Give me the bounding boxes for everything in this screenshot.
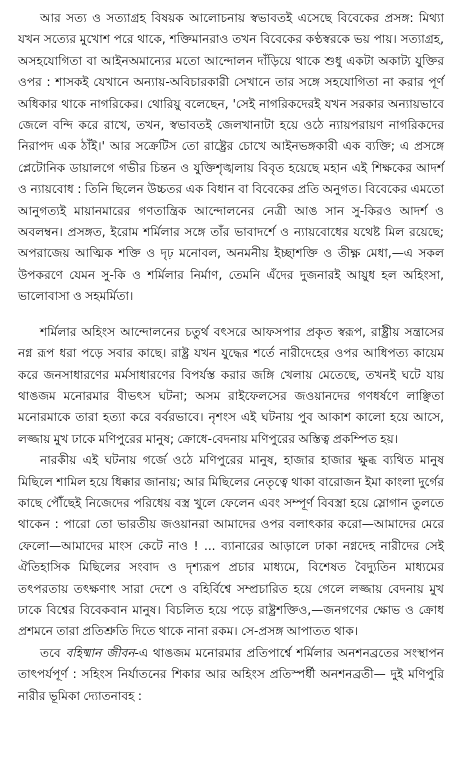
paragraph-conscience: আর সত্য ও সত্যাগ্রহ বিষয়ক আলোচনায় স্বভাবতই এসেছে বিবেকের প্রসঙ্গ: মিথ্যা যখন সত্যের মুখোশ পরে থাকে, শক্তিমানরাও তখন বিবেকের কণ্ঠস্বরকে ভয় পায়। সত্যাগ্রহ, অসহযোগিতা বা আইনঅমান্যের মতো আন্দোলন দাঁড়িয়ে থাকে শুধু একটা অকাট্য যুক্তির ওপর : শাসকই যেখানে অন্যায়-অবিচারকারী সেখানে তার সঙ্গে সহযোগিতা না করার পূর্ণ অধিকার থাকে নাগরিকের। থোরিয়ু বলেছেন, 'সেই নাগরিকদেরই যখন সরকার অন্যায়ভাবে জেলে বন্দি করে রাখে, তখন, স্বভাবতই জেলখানাটা হয়ে ওঠে ন্যায়পরায়ণ নাগরিকদের নিরাপদ এক ঠাঁই।' আর সক্রেটিস তো রাষ্ট্রের চোখে আইনভঙ্গকারী এক ব্যক্তি; এ প্রসঙ্গে প্লেটোনিক ডায়ালগে গভীর চিন্তন ও যুক্তিশৃঙ্খলায় বিবৃত হয়েছে মহান এই শিক্ষকের আদর্শ ও ন্যায়বোধ : তিনি ছিলেন উচ্চতর এক বিধান বা বিবেকের প্রতি অনুগত। বিবেকের এমতো আনুগত্যই মায়ানমারের গণতান্ত্রিক আন্দোলনের নেত্রী আঙ সান সু-কিরও আদর্শ ও অবলম্বন। প্রসঙ্গত, ইরোম শর্মিলার সঙ্গে তাঁর ভাবাদর্শে ও ন্যায়বোধের যথেষ্ট মিল রয়েছে; অপরাজেয় আত্মিক শক্তি ও দৃঢ় মনোবল, অনমনীয় ইচ্ছাশক্তি ও তীক্ষ্ণ মেধা,—এ সকল উপকরণে যেমন সু-কি ও শর্মিলার নির্মাণ, তেমনি এঁদের দুজনারই আয়ুধ হল অহিংসা, ভালোবাসা ও সহমর্মিতা। [18, 11, 444, 304]
paragraph-afspa: শর্মিলার অহিংস আন্দোলনের চতুর্থ বৎসরে আফসপার প্রকৃত স্বরূপ, রাষ্ট্রীয় সন্ত্রাসের নগ্ন রূপ ধরা পড়ে সবার কাছে। রাষ্ট্র যখন যুদ্ধের শর্তে নারীদেহের ওপর আধিপত্য কায়েম করে জনসাধারণের মর্মসাধারণের বিপর্যস্ত করার জঙ্গি খেলায় মেতেছে, তখনই ঘটে যায় থাঙজম মনোরমার বীভৎস ঘটনা; অসম রাইফেলসের জওয়ানদের গণধর্ষণে লাঞ্ছিতা মনোরমাকে তারা হত্যা করে বর্বরভাবে। নৃশংস এই ঘটনায় পুব আকাশ কালো হয়ে আসে, লজ্জায় মুখ ঢাকে মণিপুরের মানুষ; ক্রোধে-বেদনায় মণিপুরের অস্তিত্ব প্রকম্পিত হয়। [18, 324, 444, 446]
paragraph-conclusion [18, 643, 444, 707]
paragraph-gap [18, 308, 444, 322]
paragraph-conclusion-pre: তবে [40, 645, 66, 660]
paragraph-protest: নারকীয় এই ঘটনায় গর্জে ওঠে মণিপুরের মানুষ, হাজার হাজার ক্ষুব্ধ ব্যথিত মানুষ মিছিলে শামিল হয়ে ধিক্কার জানায়; আর মিছিলের নেতৃত্বে থাকা বারোজন ইমা কাংলা দুর্গের কাছে পৌঁছেই নিজেদের পরিধেয় বস্ত্র খুলে ফেলেন এবং সম্পূর্ণ বিবস্ত্রা হয়ে স্লোগান তুলতে থাকেন : পারো তো ভারতীয় জওয়ানরা আমাদের ওপর বলাৎকার করো—আমাদের মেরে ফেলো—আমাদের মাংস কেটে নাও ! ... ব্যানারের আড়ালে ঢাকা নগ্নদেহ নারীদের সেই ঐতিহাসিক মিছিলের সংবাদ ও দৃশ্যরূপ প্রচার মাধ্যমে, বিশেষত বৈদ্যুতিন মাধ্যমের তৎপরতায় তৎক্ষণাৎ সারা দেশে ও বহির্বিশ্বে সম্প্রচারিত হয়ে গেলে লজ্জায় বেদনায় মুখ ঢাকে বিশ্বের বিবেকবান মানুষ। বিচলিত হয়ে পড়ে রাষ্ট্রশক্তিও,—জনগণের ক্ষোভ ও ক্রোধ প্রশমনে তারা প্রতিশ্রুতি দিতে থাকে নানা রকম। সে-প্রসঙ্গ আপাতত থাক। [18, 453, 444, 639]
paragraph-conclusion-post: -এ থাঙজম মনোরমার প্রতিপার্শ্বে শর্মিলার অনশনব্রতের সংস্থাপন তাৎপর্যপূর্ণ : সহিংস নির্যাতনের শিকার আর অহিংস প্রতিস্পর্ধী অনশনব্রতী— দুই মণিপুরি নারীর ভূমিকা দ্যোতনাবহ : [18, 645, 445, 703]
book-title-italic: বহিষ্মান জীবন [65, 645, 135, 660]
